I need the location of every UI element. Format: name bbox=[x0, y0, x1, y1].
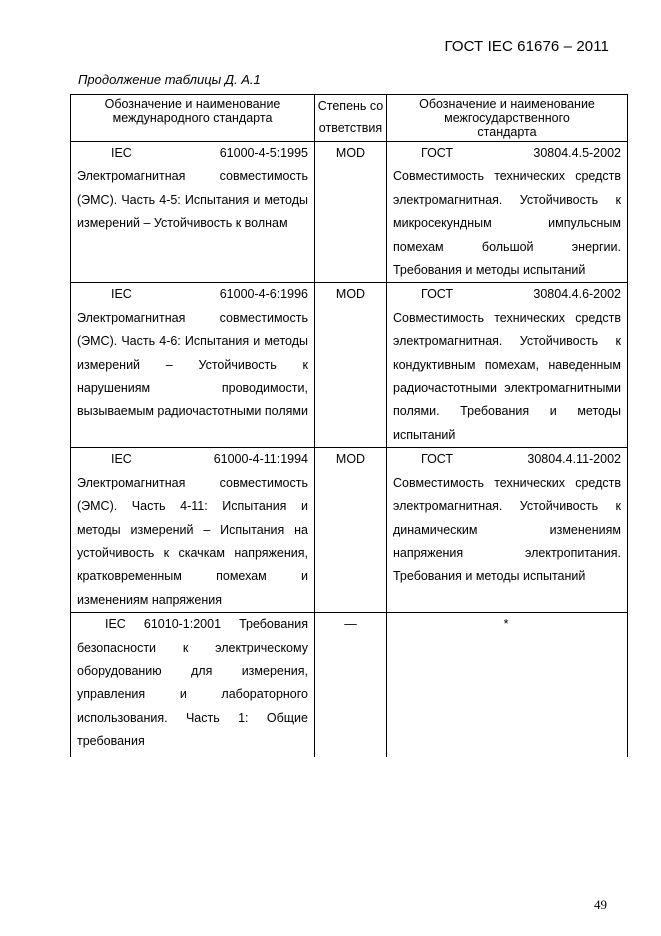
gost-prefix: ГОСТ bbox=[421, 146, 454, 160]
gost-designation bbox=[393, 283, 621, 306]
intl-title: Электромагнитная совместимость (ЭМС). Часть 4-5: Испытания и методы измерений – Устойчивость к волнам bbox=[77, 169, 308, 231]
table-row bbox=[71, 283, 628, 448]
header-interstate-standard: Обозначение и наименование межгосударственного стандарта bbox=[387, 95, 628, 142]
intl-title: Электромагнитная совместимость (ЭМС). Часть 4-11: Испытания и методы измерений – Испытания на устойчивость к скачкам напряжения, кратковременным помехам и изменениям напряжения bbox=[77, 475, 308, 607]
intl-standard-cell bbox=[71, 283, 315, 448]
intl-designation bbox=[77, 283, 308, 306]
intl-title: IEC 61010-1:2001 Требования безопасности к электрическому оборудованию для измерения, управления и лабораторного использования. Часть 1: Общие требования bbox=[77, 617, 308, 749]
document-code: ГОСТ IEC 61676 – 2011 bbox=[444, 38, 609, 55]
intl-standard-cell bbox=[71, 613, 315, 758]
intl-code: 61000-4-6:1996 bbox=[219, 287, 308, 302]
gost-designation bbox=[393, 142, 621, 165]
intl-designation bbox=[77, 142, 308, 165]
gost-code: 30804.4.6-2002 bbox=[533, 287, 621, 302]
gost-standard-cell bbox=[387, 283, 628, 448]
table-row bbox=[71, 613, 628, 758]
gost-standard-cell: * bbox=[387, 613, 628, 758]
table-row bbox=[71, 142, 628, 283]
gost-prefix: ГОСТ bbox=[421, 287, 454, 302]
intl-designation bbox=[77, 448, 308, 471]
degree-cell: — bbox=[315, 613, 387, 758]
page-number: 49 bbox=[594, 897, 607, 912]
degree-cell: MOD bbox=[315, 448, 387, 613]
table-row bbox=[71, 448, 628, 613]
gost-prefix: ГОСТ bbox=[421, 452, 454, 467]
gost-title: Совместимость технических средств электромагнитная. Устойчивость к динамическим изменениям напряжения электропитания. Требования и методы испытаний bbox=[393, 475, 621, 584]
gost-standard-cell bbox=[387, 448, 628, 613]
intl-standard-cell bbox=[71, 142, 315, 283]
gost-designation bbox=[393, 448, 621, 471]
intl-title: Электромагнитная совместимость (ЭМС). Часть 4-6: Испытания и методы измерений – Устойчивость к нарушениям проводимости, вызываемым радиочастотными полями bbox=[77, 310, 308, 419]
intl-prefix: IEC bbox=[111, 146, 132, 160]
gost-title: Совместимость технических средств электромагнитная. Устойчивость к микросекундным импульсным помехам большой энергии. Требования и методы испытаний bbox=[393, 169, 621, 278]
intl-prefix: IEC bbox=[111, 452, 132, 467]
table-continuation-caption: Продолжение таблицы Д. А.1 bbox=[78, 72, 261, 87]
header-degree: Степень соответствия bbox=[315, 95, 387, 142]
intl-prefix: IEC bbox=[111, 287, 132, 302]
standards-table bbox=[70, 94, 627, 757]
gost-title: Совместимость технических средств электромагнитная. Устойчивость к кондуктивным помехам, наведенным радиочастотными электромагнитными полями. Требования и методы испытаний bbox=[393, 310, 621, 442]
degree-cell: MOD bbox=[315, 142, 387, 283]
table-header-row bbox=[71, 95, 628, 142]
degree-cell: MOD bbox=[315, 283, 387, 448]
gost-code: 30804.4.11-2002 bbox=[527, 452, 621, 467]
intl-code: 61000-4-5:1995 bbox=[219, 146, 308, 160]
header-intl-standard: Обозначение и наименование международного стандарта bbox=[71, 95, 315, 142]
intl-standard-cell bbox=[71, 448, 315, 613]
intl-code: 61000-4-11:1994 bbox=[213, 452, 308, 467]
gost-code: 30804.4.5-2002 bbox=[533, 146, 621, 160]
gost-standard-cell bbox=[387, 142, 628, 283]
